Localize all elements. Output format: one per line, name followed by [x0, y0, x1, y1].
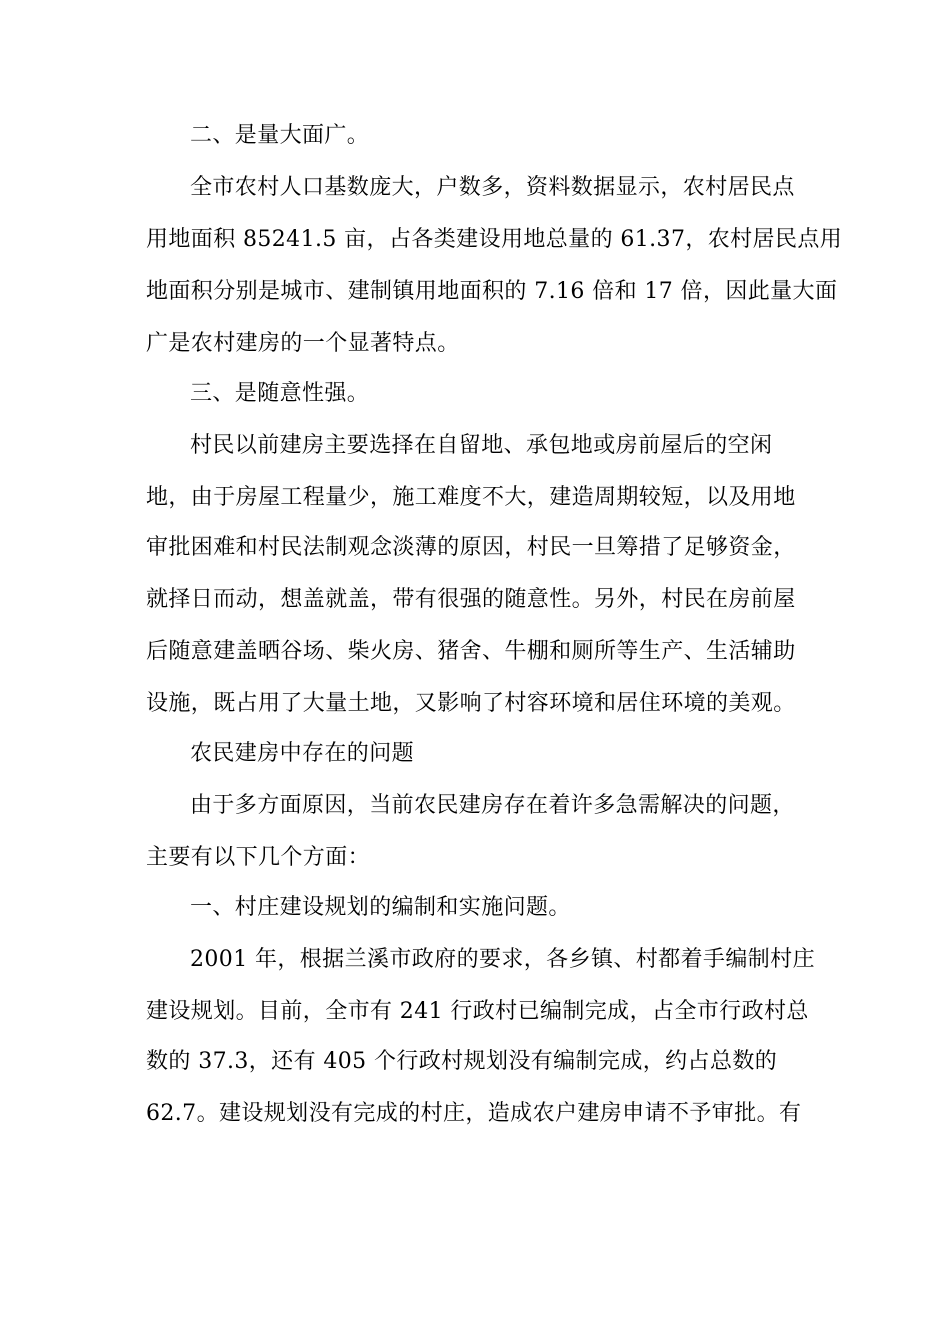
text-line-content: 主要有以下几个方面：: [146, 845, 371, 870]
text-line-content: 地，由于房屋工程量少，施工难度不大，建造周期较短，以及用地: [146, 485, 796, 510]
text-line-content: 广是农村建房的一个显著特点。: [146, 331, 460, 356]
text-line: [0, 840, 950, 876]
text-line: [0, 1096, 950, 1132]
text-line-content: 村民以前建房主要选择在自留地、承包地或房前屋后的空闲: [190, 433, 773, 458]
text-line-content: 一、村庄建设规划的编制和实施问题。: [190, 895, 571, 920]
text-line: [0, 890, 950, 926]
text-line-content: 农民建房中存在的问题: [190, 741, 415, 766]
text-line: [0, 942, 950, 978]
text-line-content: 二、是量大面广。: [190, 123, 370, 148]
text-line: [0, 686, 950, 722]
text-line-content: 审批困难和村民法制观念淡薄的原因，村民一旦筹措了足够资金，: [146, 535, 796, 560]
text-line-content: 后随意建盖晒谷场、柴火房、猪舍、牛棚和厕所等生产、生活辅助: [146, 639, 796, 664]
text-line-content: 由于多方面原因，当前农民建房存在着许多急需解决的问题，: [190, 793, 795, 818]
text-line-content: 就择日而动，想盖就盖，带有很强的随意性。另外，村民在房前屋: [146, 587, 796, 612]
text-line: [0, 274, 950, 310]
text-line-content: 地面积分别是城市、建制镇用地面积的 7.16 倍和 17 倍，因此量大面: [146, 279, 838, 304]
text-line-content: 建设规划。目前，全市有 241 行政村已编制完成，占全市行政村总: [146, 999, 809, 1024]
text-line-content: 设施，既占用了大量土地，又影响了村容环境和居住环境的美观。: [146, 691, 796, 716]
text-line: [0, 994, 950, 1030]
text-line: [0, 326, 950, 362]
text-line: [0, 428, 950, 464]
text-line: [0, 170, 950, 206]
text-line: [0, 530, 950, 566]
text-line: [0, 118, 950, 154]
text-line-content: 2001 年，根据兰溪市政府的要求，各乡镇、村都着手编制村庄: [190, 947, 815, 972]
text-line: [0, 376, 950, 412]
text-line: [0, 222, 950, 258]
text-line: [0, 480, 950, 516]
text-line: [0, 582, 950, 618]
text-line: [0, 634, 950, 670]
text-line-content: 用地面积 85241.5 亩，占各类建设用地总量的 61.37，农村居民点用: [146, 227, 843, 252]
text-line-content: 数的 37.3，还有 405 个行政村规划没有编制完成，约占总数的: [146, 1049, 778, 1074]
text-line-content: 三、是随意性强。: [190, 381, 370, 406]
text-line: [0, 736, 950, 772]
text-line-content: 全市农村人口基数庞大，户数多，资料数据显示，农村居民点: [190, 175, 795, 200]
text-line: [0, 788, 950, 824]
text-line-content: 62.7。建设规划没有完成的村庄，造成农户建房申请不予审批。有: [146, 1101, 802, 1126]
text-line: [0, 1044, 950, 1080]
